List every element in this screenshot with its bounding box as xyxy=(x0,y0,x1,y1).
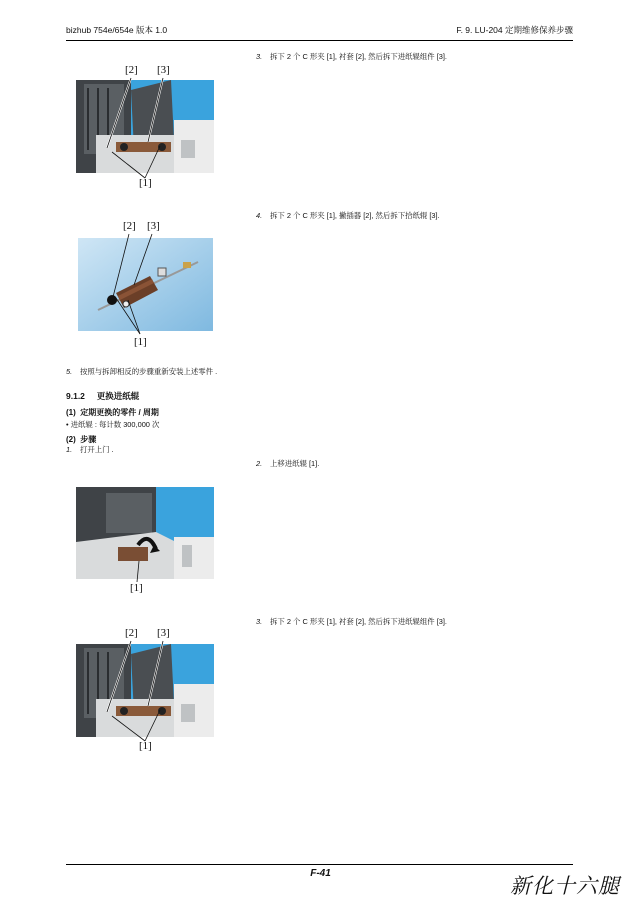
header-right: F. 9. LU-204 定期维修保养步骤 xyxy=(456,25,573,35)
callout-2: [2] xyxy=(123,220,136,232)
callout-1: [1] xyxy=(134,336,147,348)
callout-1: [1] xyxy=(139,177,152,189)
page-number: F-41 xyxy=(310,868,331,879)
callout-1: [1] xyxy=(130,582,143,594)
step-3-removal-text: 3. 拆下 2 个 C 形夹 [1], 衬套 [2], 然后拆下进纸辊组件 [3]. xyxy=(256,52,447,61)
subsection-1-title: (1) 定期更换的零件 / 周期 xyxy=(66,408,159,417)
handwritten-signature: 新化十六腿 xyxy=(510,874,620,898)
step-4-removal-text: 4. 拆下 2 个 C 形夹 [1], 撇插器 [2], 然后拆下拾纸辊 [3]. xyxy=(256,211,440,220)
step-2-move-roller-text: 2. 上移进纸辊 [1]. xyxy=(256,459,320,468)
step-3-removal-text-repeat: 3. 拆下 2 个 C 形夹 [1], 衬套 [2], 然后拆下进纸辊组件 [3]. xyxy=(256,617,447,626)
subsection-1-bullet: • 进纸辊 : 每计数 300,000 次 xyxy=(66,420,160,429)
section-title: 9.1.2 更换进纸辊 xyxy=(66,391,140,401)
callout-3: [3] xyxy=(147,220,160,232)
callout-3: [3] xyxy=(157,64,170,76)
callout-2: [2] xyxy=(125,627,138,639)
subsection-2-title: (2) 步骤 xyxy=(66,435,97,444)
header-left: bizhub 754e/654e 版本 1.0 xyxy=(66,25,168,35)
step-1-open-door-text: 1. 打开上门 . xyxy=(66,445,114,454)
callout-1: [1] xyxy=(139,740,152,752)
step-5-reinstall-text: 5. 按照与拆卸相反的步骤重新安装上述零件 . xyxy=(66,367,218,376)
callout-2: [2] xyxy=(125,64,138,76)
footer-rule xyxy=(66,864,573,865)
callout-3: [3] xyxy=(157,627,170,639)
